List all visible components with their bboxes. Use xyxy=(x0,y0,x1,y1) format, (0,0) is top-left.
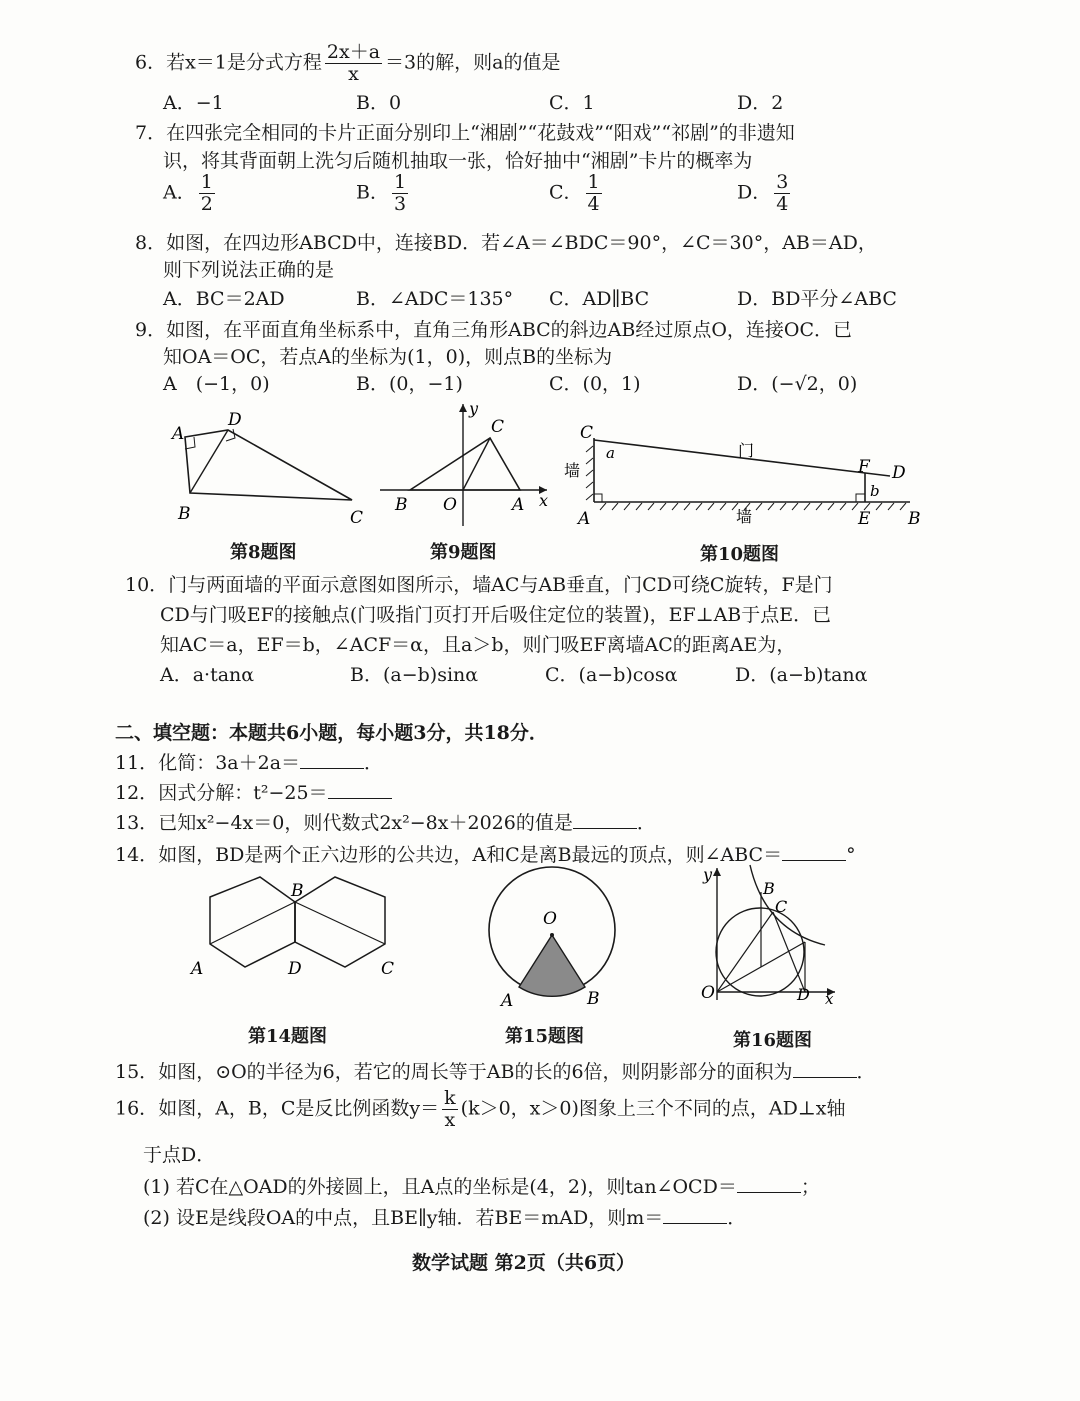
q8-option-c: C．AD∥BC xyxy=(549,288,650,310)
question-16-line2: 于点D． xyxy=(143,1144,216,1166)
q9-option-c: C．(0，1) xyxy=(549,373,641,395)
figure-8-caption: 第8题图 xyxy=(230,542,297,563)
question-12: 12．因式分解：t²−25＝ xyxy=(115,778,392,805)
q9-option-d: D．(−√2，0) xyxy=(737,373,858,395)
figure-9 xyxy=(375,398,560,528)
question-8-line2: 则下列说法正确的是 xyxy=(163,259,335,281)
q10-option-c: C．(a−b)cosα xyxy=(545,664,678,686)
question-11: 11．化简：3a＋2a＝ ． xyxy=(115,752,384,774)
fig15-label-b: B xyxy=(587,989,600,1009)
fig9-label-a: A xyxy=(512,495,525,515)
q8-option-b: B．∠ADC＝135° xyxy=(356,288,514,310)
q6-option-d: D．2 xyxy=(737,92,784,114)
fig10-label-d: D xyxy=(892,463,906,483)
figure-15-caption: 第15题图 xyxy=(505,1026,585,1047)
question-13: 13．已知x²−4x＝0，则代数式2x²−8x＋2026的值是 ． xyxy=(115,812,656,834)
question-7-line2: 识，将其背面朝上洗匀后随机抽取一张，恰好抽中“湘剧”卡片的概率为 xyxy=(163,150,753,172)
question-16-sub2: (2) 设E是线段OA的中点，且BE∥y轴．若BE＝mAD，则m＝ ． xyxy=(143,1207,747,1229)
figure-16-caption: 第16题图 xyxy=(733,1030,813,1051)
q9-option-a: A (−1，0) xyxy=(163,373,270,395)
figure-10-caption: 第10题图 xyxy=(700,544,780,565)
figure-14-caption: 第14题图 xyxy=(248,1026,328,1047)
q10-option-a: A．a·tanα xyxy=(160,664,255,686)
question-10-line3: 知AC＝a，EF＝b，∠ACF＝α，且a＞b，则门吸EF离墙AC的距离AE为， xyxy=(160,634,796,656)
fig10-label-a: A xyxy=(578,509,591,529)
fig8-label-d: D xyxy=(228,410,242,430)
q7-option-c: C． $\frac{1}{4}$ xyxy=(549,171,600,215)
q6-option-b: B．0 xyxy=(356,92,402,114)
fig16-label-y: y xyxy=(703,865,713,884)
fig8-label-a: A xyxy=(172,424,185,444)
q10-option-d: D．(a−b)tanα xyxy=(735,664,868,686)
fig10-label-c: C xyxy=(580,423,594,443)
q6-option-c: C．1 xyxy=(549,92,595,114)
question-10-line1: 10．门与两面墙的平面示意图如图所示，墙AC与AB垂直，门CD可绕C旋转，F是门 xyxy=(125,574,833,596)
question-16-sub1: (1) 若C在△OAD的外接圆上，且A点的坐标是(4，2)，则tan∠OCD＝ ； xyxy=(143,1176,820,1198)
q7-option-a: A． $\frac{1}{2}$ xyxy=(163,171,213,215)
fig10-label-e: E xyxy=(858,509,871,529)
question-9-line1: 9．如图，在平面直角坐标系中，直角三角形ABC的斜边AB经过原点O，连接OC．已 xyxy=(135,319,853,341)
fig10-label-wall-1: 墙 xyxy=(564,461,581,480)
figure-8 xyxy=(160,405,370,530)
figure-15 xyxy=(485,860,620,1010)
fig10-label-f: F xyxy=(858,457,870,477)
fig16-label-d: D xyxy=(797,985,810,1004)
question-14: 14．如图，BD是两个正六边形的公共边，A和C是离B最远的顶点，则∠ABC＝ ° xyxy=(115,844,856,866)
figure-16 xyxy=(695,860,845,1010)
fig9-label-o: O xyxy=(443,495,457,515)
q8-option-a: A．BC＝2AD xyxy=(163,288,285,310)
q8-option-d: D．BD平分∠ABC xyxy=(737,288,897,310)
fig8-label-c: C xyxy=(350,508,364,528)
fig10-label-door: 门 xyxy=(738,441,755,460)
fig16-label-x: x xyxy=(825,990,834,1008)
fig9-label-c: C xyxy=(491,417,505,437)
fig9-label-y: y xyxy=(469,399,479,418)
fig10-label-a-len: a xyxy=(606,444,615,462)
question-8-line1: 8．如图，在四边形ABCD中，连接BD．若∠A＝∠BDC＝90°，∠C＝30°，AB＝AD， xyxy=(135,232,877,254)
fig14-label-d: D xyxy=(288,959,302,979)
figure-14 xyxy=(185,872,410,990)
page-footer: 数学试题 第2页（共6页） xyxy=(412,1252,636,1274)
figure-9-caption: 第9题图 xyxy=(430,542,497,563)
fig16-label-c: C xyxy=(775,897,788,916)
question-7-line1: 7．在四张完全相同的卡片正面分别印上“湘剧”“花鼓戏”“阳戏”“祁剧”的非遗知 xyxy=(135,122,795,144)
fig14-label-a: A xyxy=(191,959,204,979)
q9-option-b: B．(0，−1) xyxy=(356,373,463,395)
section-2-heading: 二、填空题：本题共6小题，每小题3分，共18分． xyxy=(115,722,548,744)
fig14-label-c: C xyxy=(381,959,395,979)
fig9-label-x: x xyxy=(539,491,549,510)
fig14-label-b: B xyxy=(291,881,304,901)
fig15-label-o: O xyxy=(543,909,557,929)
fig15-label-a: A xyxy=(501,991,514,1010)
fig9-label-b: B xyxy=(395,495,408,515)
q6-option-a: A．−1 xyxy=(163,92,224,114)
question-9-line2: 知OA＝OC，若点A的坐标为(1，0)，则点B的坐标为 xyxy=(163,346,613,368)
q10-option-b: B．(a−b)sinα xyxy=(350,664,479,686)
fig16-label-b: B xyxy=(763,879,775,898)
q7-option-b: B． $\frac{1}{3}$ xyxy=(356,171,407,215)
question-15: 15．如图，⊙O的半径为6，若它的周长等于AB的长的6倍，则阴影部分的面积为 ． xyxy=(115,1061,876,1083)
question-16-line1: 16．如图，A，B，C是反比例函数y＝ $\frac{k}{x}$ (k＞0，x＞0)图象上三个不同的点，AD⊥x轴 xyxy=(115,1087,846,1131)
fig10-label-b-len: b xyxy=(870,482,880,500)
fig16-label-o: O xyxy=(701,983,715,1003)
fig10-label-b: B xyxy=(908,509,921,529)
q7-option-d: D． $\frac{3}{4}$ xyxy=(737,171,789,215)
question-10-line2: CD与门吸EF的接触点(门吸指门页打开后吸住定位的装置)，EF⊥AB于点E．已 xyxy=(160,604,832,626)
figure-10 xyxy=(560,418,925,530)
fig8-label-b: B xyxy=(178,504,191,524)
fig10-label-wall-2: 墙 xyxy=(736,507,753,526)
question-6-stem: 6．若x＝1是分式方程 $\frac{2x+a}{x}$ ＝3的解，则a的值是 xyxy=(135,41,561,85)
